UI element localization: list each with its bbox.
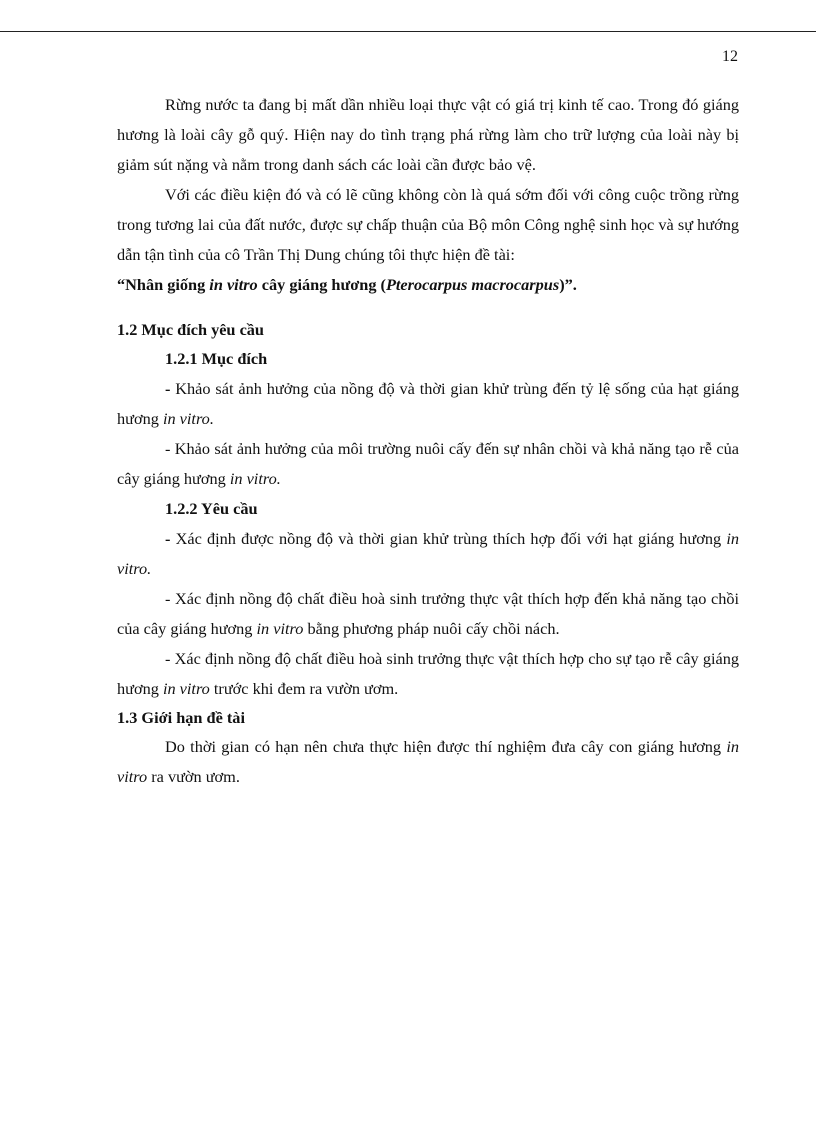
subsection-heading-1-2-2: 1.2.2 Yêu cầu (165, 499, 258, 518)
list-item-text: bằng phương pháp nuôi cấy chồi nách. (303, 619, 560, 638)
list-dash: - (165, 379, 171, 398)
list-item (117, 644, 739, 704)
list-item-italic: in vitro. (229, 469, 281, 488)
section-heading-1-3: 1.3 Giới hạn đề tài (117, 708, 245, 727)
title-part: cây giáng hương ( (257, 275, 386, 294)
paragraph-italic: in vitro (117, 737, 739, 786)
section-1-3-paragraph (117, 732, 739, 792)
intro-paragraph-1: Rừng nước ta đang bị mất dần nhiều loại thực vật có giá trị kinh tế cao. Trong đó giáng hương là loài cây gỗ quý. Hiện nay do tình trạng phá rừng làm cho trữ lượng của loài này bị giảm sút nặng và nằm trong danh sách các loài cần được bảo vệ. (117, 95, 739, 174)
list-item-italic: in vitro. (162, 409, 214, 428)
intro-paragraph-2: Với các điều kiện đó và có lẽ cũng không còn là quá sớm đối với công cuộc trồng rừng trong tương lai của đất nước, được sự chấp thuận của Bộ môn Công nghệ sinh học và sự hướng dẫn tận tình của cô Trần Thị Dung chúng tôi thực hiện đề tài: (117, 185, 739, 264)
subsection-heading-1-2-1: 1.2.1 Mục đích (165, 349, 268, 368)
title-part: )”. (559, 275, 577, 294)
list-item-text: Xác định được nồng độ và thời gian khử trùng thích hợp đối với hạt giáng hương (170, 529, 727, 548)
page-number: 12 (722, 48, 738, 65)
paragraph-text: ra vườn ươm. (147, 767, 240, 786)
list-item (117, 434, 739, 494)
list-item-text: trước khi đem ra vườn ươm. (209, 679, 399, 698)
list-item-italic: in vitro (256, 619, 304, 638)
title-part: “Nhân giống (117, 275, 210, 294)
title-species-name: Pterocarpus macrocarpus (385, 275, 560, 294)
list-item-text: - Xác định nồng độ chất điều hoà sinh trưởng thực vật thích hợp cho sự tạo rễ cây giáng hương (117, 649, 739, 698)
list-item (117, 374, 739, 434)
header-rule (0, 31, 816, 32)
list-item-italic: in vitro. (117, 529, 739, 578)
paragraph-text: Do thời gian có hạn nên chưa thực hiện được thí nghiệm đưa cây con giáng hương (165, 737, 727, 756)
list-item-text: - Khảo sát ảnh hưởng của môi trường nuôi cấy đến sự nhân chồi và khả năng tạo rễ của cây giáng hương (117, 439, 739, 488)
list-item (117, 584, 739, 644)
list-item-italic: in vitro (162, 679, 210, 698)
title-part-italic: in vitro (209, 275, 258, 294)
thesis-title (117, 270, 739, 300)
list-item-text: Khảo sát ảnh hưởng của nồng độ và thời gian khử trùng đến tỷ lệ sống của hạt giáng hương (117, 379, 739, 428)
document-body (117, 90, 739, 792)
list-item (117, 524, 739, 584)
list-dash: - (165, 529, 171, 548)
section-heading-1-2: 1.2 Mục đích yêu cầu (117, 320, 264, 339)
list-item-text: - Xác định nồng độ chất điều hoà sinh trưởng thực vật thích hợp đến khả năng tạo chồi của cây giáng hương (117, 589, 739, 638)
